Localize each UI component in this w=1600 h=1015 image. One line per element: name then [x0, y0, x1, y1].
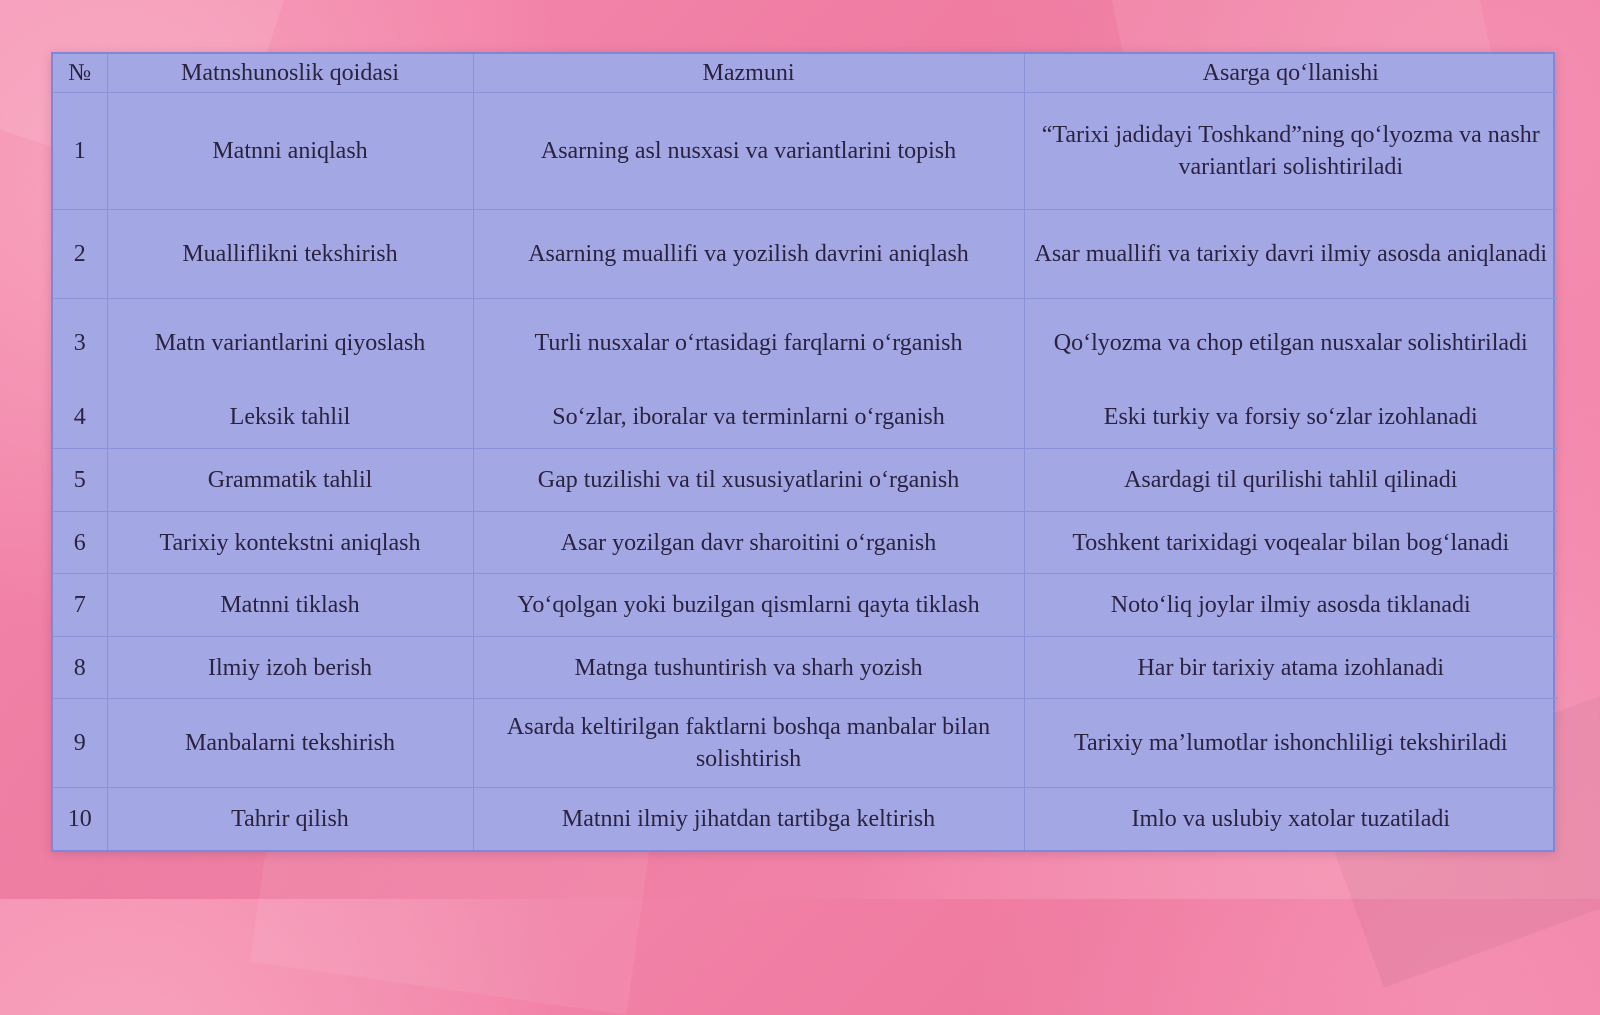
header-number: №: [53, 54, 107, 93]
cell-rule: Tahrir qilish: [107, 788, 473, 850]
cell-application: Asardagi til qurilishi tahlil qilinadi: [1024, 449, 1557, 512]
header-application: Asarga qo‘llanishi: [1024, 54, 1557, 93]
cell-application: Qo‘lyozma va chop etilgan nusxalar solishtiriladi: [1024, 299, 1557, 387]
cell-application: Toshkent tarixidagi voqealar bilan bog‘lanadi: [1024, 512, 1557, 574]
table-row: [53, 299, 1557, 387]
header-content: Mazmuni: [473, 54, 1024, 93]
cell-rule: Mualliflikni tekshirish: [107, 210, 473, 299]
cell-content: Gap tuzilishi va til xususiyatlarini o‘rganish: [473, 449, 1024, 512]
cell-number: 6: [53, 512, 107, 574]
table-row: [53, 449, 1557, 512]
cell-rule: Leksik tahlil: [107, 387, 473, 449]
cell-application: Har bir tarixiy atama izohlanadi: [1024, 637, 1557, 699]
table-row: [53, 699, 1557, 788]
cell-application: “Tarixi jadidayi Toshkand”ning qo‘lyozma va nashr variantlari solishtiriladi: [1024, 93, 1557, 210]
table-row: [53, 93, 1557, 210]
cell-number: 9: [53, 699, 107, 788]
table-row: [53, 387, 1557, 449]
cell-application: Eski turkiy va forsiy so‘zlar izohlanadi: [1024, 387, 1557, 449]
cell-rule: Matn variantlarini qiyoslash: [107, 299, 473, 387]
cell-rule: Matnni aniqlash: [107, 93, 473, 210]
cell-content: Turli nusxalar o‘rtasidagi farqlarni o‘rganish: [473, 299, 1024, 387]
cell-content: Asarning asl nusxasi va variantlarini topish: [473, 93, 1024, 210]
cell-number: 1: [53, 93, 107, 210]
rules-table-container: [51, 52, 1555, 852]
cell-number: 3: [73, 329, 86, 356]
table-row: [53, 637, 1557, 699]
header-rule: Matnshunoslik qoidasi: [107, 54, 473, 93]
cell-number: 4: [53, 387, 107, 449]
cell-number: 7: [53, 574, 107, 637]
cell-number: 2: [53, 210, 107, 299]
cell-rule: Matnni tiklash: [107, 574, 473, 637]
cell-content: Asar yozilgan davr sharoitini o‘rganish: [473, 512, 1024, 574]
cell-application: Asar muallifi va tarixiy davri ilmiy asosda aniqlanadi: [1024, 210, 1557, 299]
cell-content: So‘zlar, iboralar va terminlarni o‘rganish: [473, 387, 1024, 449]
table-row: [53, 788, 1557, 850]
cell-rule: Manbalarni tekshirish: [107, 699, 473, 788]
table-row: [53, 210, 1557, 299]
cell-content: Matnni ilmiy jihatdan tartibga keltirish: [473, 788, 1024, 850]
cell-rule: Tarixiy kontekstni aniqlash: [107, 512, 473, 574]
cell-application: Tarixiy ma’lumotlar ishonchliligi tekshiriladi: [1024, 699, 1557, 788]
cell-number: 10: [67, 806, 92, 833]
cell-content: Asarning muallifi va yozilish davrini aniqlash: [473, 210, 1024, 299]
cell-application: Imlo va uslubiy xatolar tuzatiladi: [1024, 788, 1557, 850]
cell-rule: Grammatik tahlil: [107, 449, 473, 512]
cell-rule: Ilmiy izoh berish: [107, 637, 473, 699]
cell-number: 8: [53, 637, 107, 699]
rules-table: [53, 54, 1557, 850]
table-header-row: [53, 54, 1557, 93]
cell-content: Yo‘qolgan yoki buzilgan qismlarni qayta tiklash: [473, 574, 1024, 637]
cell-content: Asarda keltirilgan faktlarni boshqa manbalar bilan solishtirish: [473, 699, 1024, 788]
cell-number: 5: [53, 449, 107, 512]
table-row: [53, 512, 1557, 574]
cell-content: Matnga tushuntirish va sharh yozish: [473, 637, 1024, 699]
table-row: [53, 574, 1557, 637]
cell-application: Noto‘liq joylar ilmiy asosda tiklanadi: [1024, 574, 1557, 637]
